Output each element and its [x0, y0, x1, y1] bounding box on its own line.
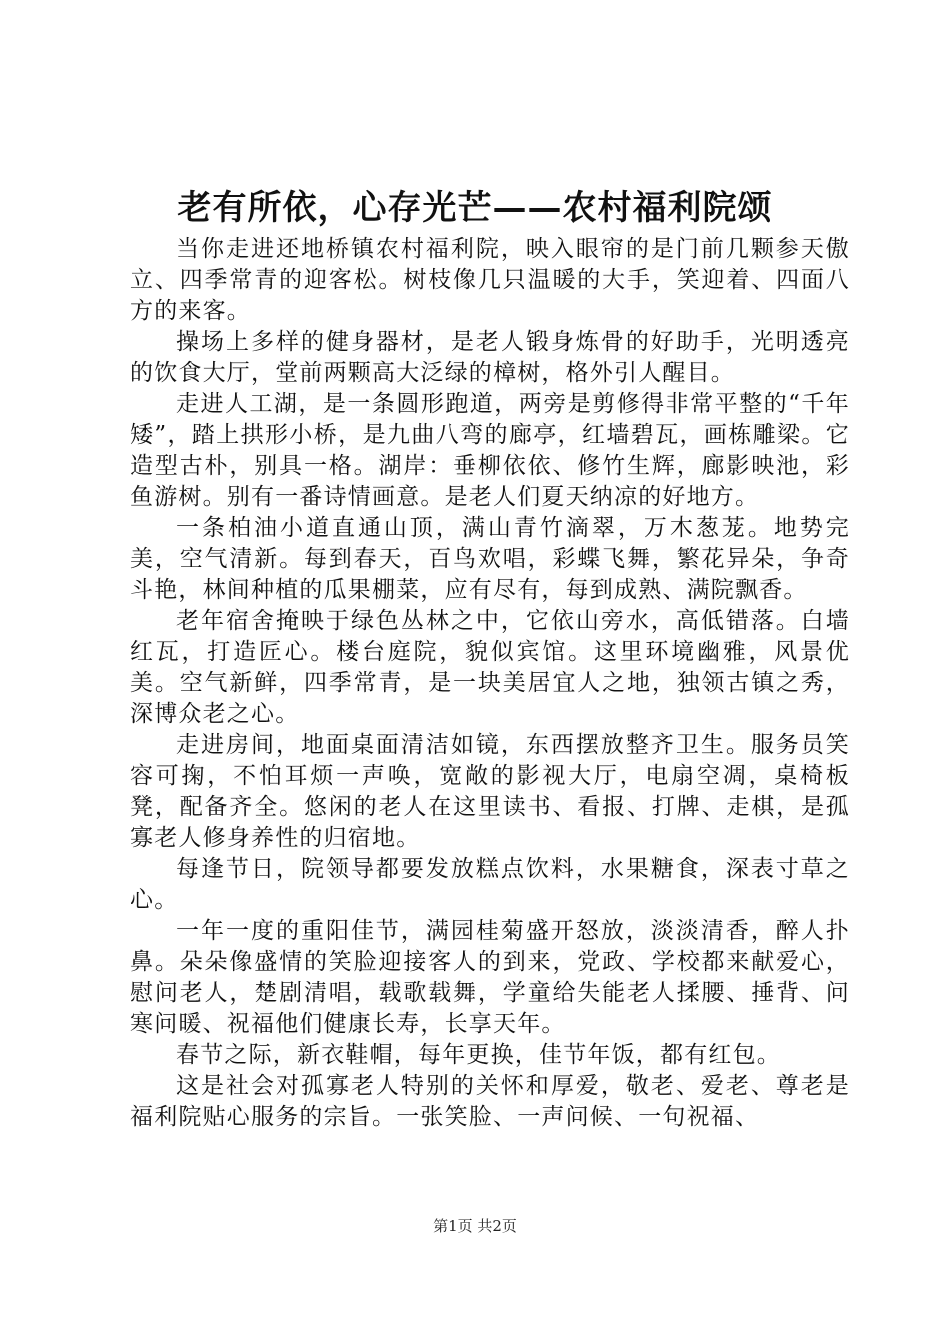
- paragraph-1: 当你走进还地桥镇农村福利院，映入眼帘的是门前几颗参天傲立、四季常青的迎客松。树枝像几只温暖的大手，笑迎着、四面八方的来客。: [130, 236, 850, 324]
- paragraph-9: 春节之际，新衣鞋帽，每年更换，佳节年饭，都有红包。: [176, 1042, 781, 1068]
- paragraph-3: 走进人工湖，是一条圆形跑道，两旁是剪修得非常平整的“千年矮”，踏上拱形小桥，是九曲八弯的廊亭，红墙碧瓦，画栋雕梁。它造型古朴，别具一格。湖岸：垂柳依依、修竹生辉，廊影映池，彩鱼游树。别有一番诗情画意。是老人们夏天纳凉的好地方。: [130, 391, 850, 510]
- paragraph-7: 每逢节日，院领导都要发放糕点饮料，水果糖食，深表寸草之心。: [130, 856, 850, 913]
- paragraph-6: 走进房间，地面桌面清洁如镜，东西摆放整齐卫生。服务员笑容可掬，不怕耳烦一声唤，宽敞的影视大厅，电扇空凋，桌椅板凳，配备齐全。悠闲的老人在这里读书、看报、打牌、走棋，是孤寡老人修身养性的归宿地。: [130, 732, 850, 851]
- paragraph-5: 老年宿舍掩映于绿色丛林之中，它依山旁水，高低错落。白墙红瓦，打造匠心。楼台庭院，貌似宾馆。这里环境幽雅，风景优美。空气新鲜，四季常青，是一块美居宜人之地，独领古镇之秀，深博众老之心。: [130, 608, 850, 727]
- page-number-footer: 第1页 共2页: [433, 1217, 517, 1235]
- paragraph-10: 这是社会对孤寡老人特别的关怀和厚爱，敬老、爱老、尊老是福利院贴心服务的宗旨。一张笑脸、一声问候、一句祝福、: [130, 1073, 850, 1130]
- paragraph-8: 一年一度的重阳佳节，满园桂菊盛开怒放，淡淡清香，醉人扑鼻。朵朵像盛情的笑脸迎接客人的到来，党政、学校都来献爱心，慰问老人，楚剧清唱，载歌载舞，学童给失能老人揉腰、捶背、问寒问暖、祝福他们健康长寿，长享天年。: [130, 918, 850, 1037]
- document-body: [130, 234, 850, 1133]
- paragraph-4: 一条柏油小道直通山顶，满山青竹滴翠，万木葱茏。地势完美，空气清新。每到春天，百鸟欢唱，彩蝶飞舞，繁花异朵，争奇斗艳，林间种植的瓜果棚菜，应有尽有，每到成熟、满院飘香。: [130, 515, 850, 603]
- document-title: 老有所依，心存光芒——农村福利院颂: [177, 188, 773, 228]
- paragraph-2: 操场上多样的健身器材，是老人锻身炼骨的好助手，光明透亮的饮食大厅，堂前两颗高大泛绿的樟树，格外引人醒目。: [130, 329, 850, 386]
